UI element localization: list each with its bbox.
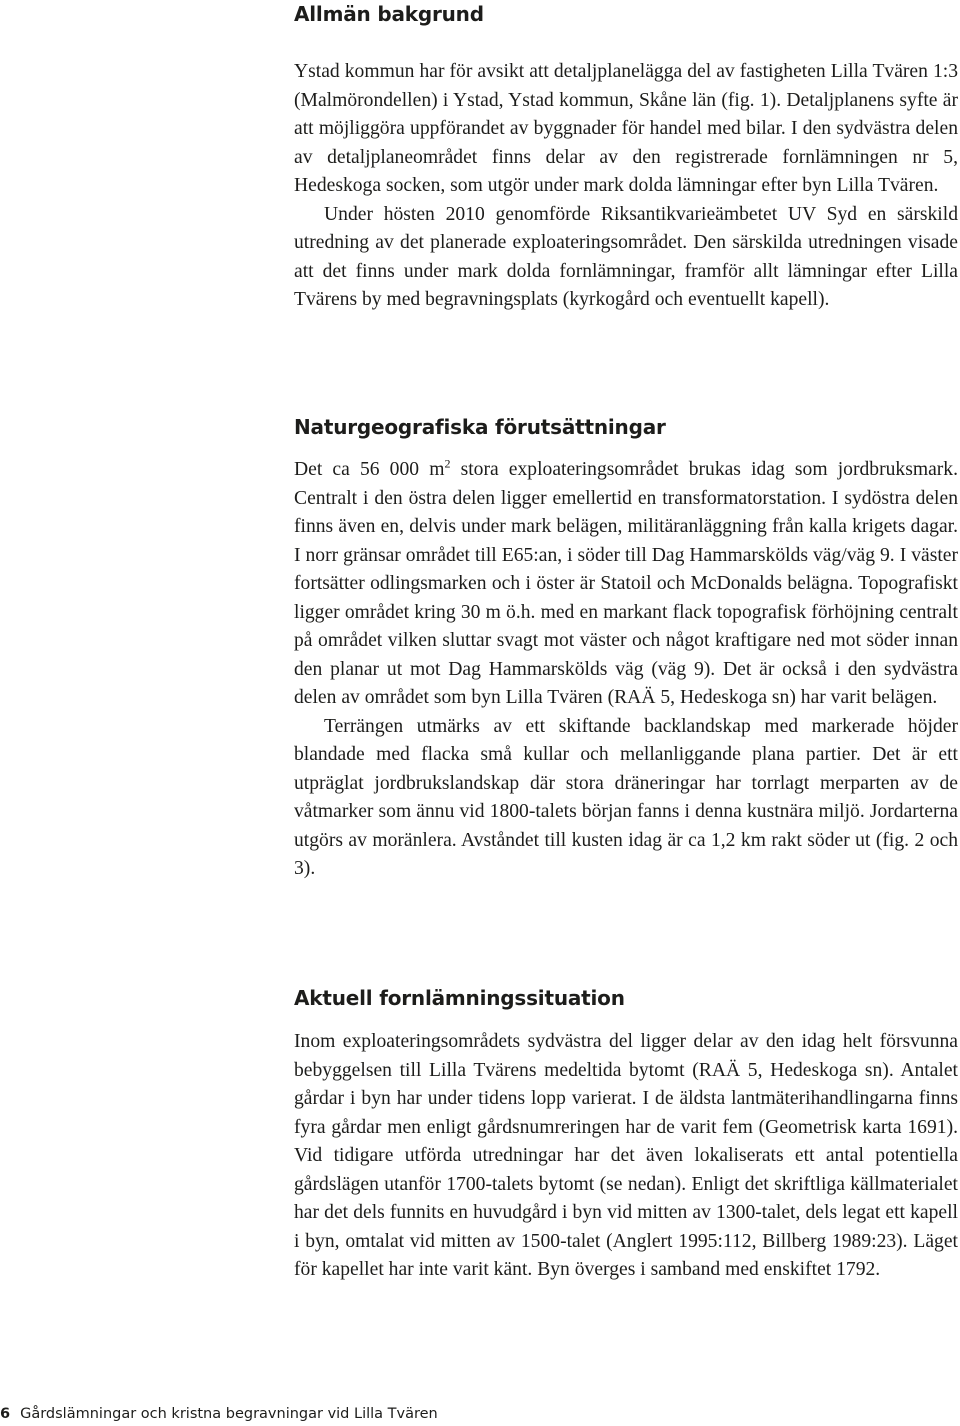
body-paragraph — [294, 456, 958, 713]
section-ancient-monument-situation — [294, 1028, 958, 1285]
running-title: Gårdslämningar och kristna begravningar vid Lilla Tvären — [20, 1406, 438, 1422]
body-paragraph: Terrängen utmärks av ett skiftande backlandskap med markerade höjder blandade med flacka små kullar och mellanliggande plana partier. Det är ett utpräglat jordbrukslandskap där stora dräneringar har torrlagt merparten av de våtmarker som ännu vid 1800-talets början fanns i denna kustnära miljö. Jordarterna utgörs av moränlera. Avståndet till kusten idag är ca 1,2 km rakt söder ut (fig. 2 och 3). — [294, 715, 958, 879]
section-general-background — [294, 58, 958, 315]
section-natural-geography — [294, 456, 958, 884]
paragraph-text: stora exploateringsområdet brukas idag som jordbruksmark. Centralt i den östra delen ligger emellertid en transformatorstation. I sydöstra delen finns även en, delvis under mark belägen, militäranläggning från kalla krigets dagar. I norr gränsar området till E65:an, i söder till Dag Hammarskölds väg/väg 9. I väster fortsätter odlingsmarken och i öster är Statoil och McDonalds belägna. Topografiskt ligger området kring 30 m ö.h. med en markant flack topografisk förhöjning centralt på området vilken sluttar svagt mot väster och något kraftigare ned mot söder innan den planar ut mot Dag Hammarskölds väg (väg 9). Det är också i den sydvästra delen av området som byn Lilla Tvären (RAÄ 5, Hedeskoga sn) har varit belägen. — [294, 459, 958, 708]
section-heading-natural-geography: Naturgeografiska förutsättningar — [294, 415, 666, 439]
body-paragraph: Ystad kommun har för avsikt att detaljplanelägga del av fastigheten Lilla Tvären 1:3 (Malmörondellen) i Ystad, Ystad kommun, Skåne län (fig. 1). Detaljplanens syfte är att möjliggöra uppförandet av byggnader för handel med bilar. I den sydvästra delen av detaljplaneområdet finns delar av den registrerade fornlämningen nr 5, Hedeskoga socken, som utgör under mark dolda lämningar efter byn Lilla Tvären. — [294, 61, 958, 196]
body-paragraph: Inom exploateringsområdets sydvästra del ligger delar av den idag helt försvunna bebyggelsen till Lilla Tvärens medeltida bytomt (RAÄ 5, Hedeskoga sn). Antalet gårdar i byn har under tidens lopp varierat. I de äldsta lantmäterihandlingarna finns fyra gårdar men enligt gårdsnumreringen har de varit fem (Geometrisk karta 1691). Vid tidigare utförda utredningar har det även lokaliserats ett antal potentiella gårdslägen utanför 1700-talets bytomt (se nedan). Enligt det skriftliga källmaterialet har det dels funnits en huvudgård i byn vid mitten av 1300-talet, dels legat ett kapell i byn, omtalat vid mitten av 1500-talet (Anglert 1995:112, Billberg 1989:23). Läget för kapellet har inte varit känt. Byn överges i samband med enskiftet 1792. — [294, 1031, 958, 1280]
page-number: 6 — [0, 1406, 11, 1422]
section-heading-general-background: Allmän bakgrund — [294, 2, 484, 26]
superscript: 2 — [444, 456, 451, 471]
body-paragraph: Under hösten 2010 genomförde Riksantikvarieämbetet UV Syd en särskild utredning av det planerade exploateringsområdet. Den särskilda utredningen visade att det finns under mark dolda fornlämningar, framför allt lämningar efter Lilla Tvärens by med begravningsplats (kyrkogård och eventuellt kapell). — [294, 203, 958, 310]
section-heading-ancient-monument-situation: Aktuell fornlämningssituation — [294, 986, 625, 1010]
page-footer — [0, 1404, 438, 1424]
paragraph-text: Det ca 56 000 m — [294, 459, 445, 480]
